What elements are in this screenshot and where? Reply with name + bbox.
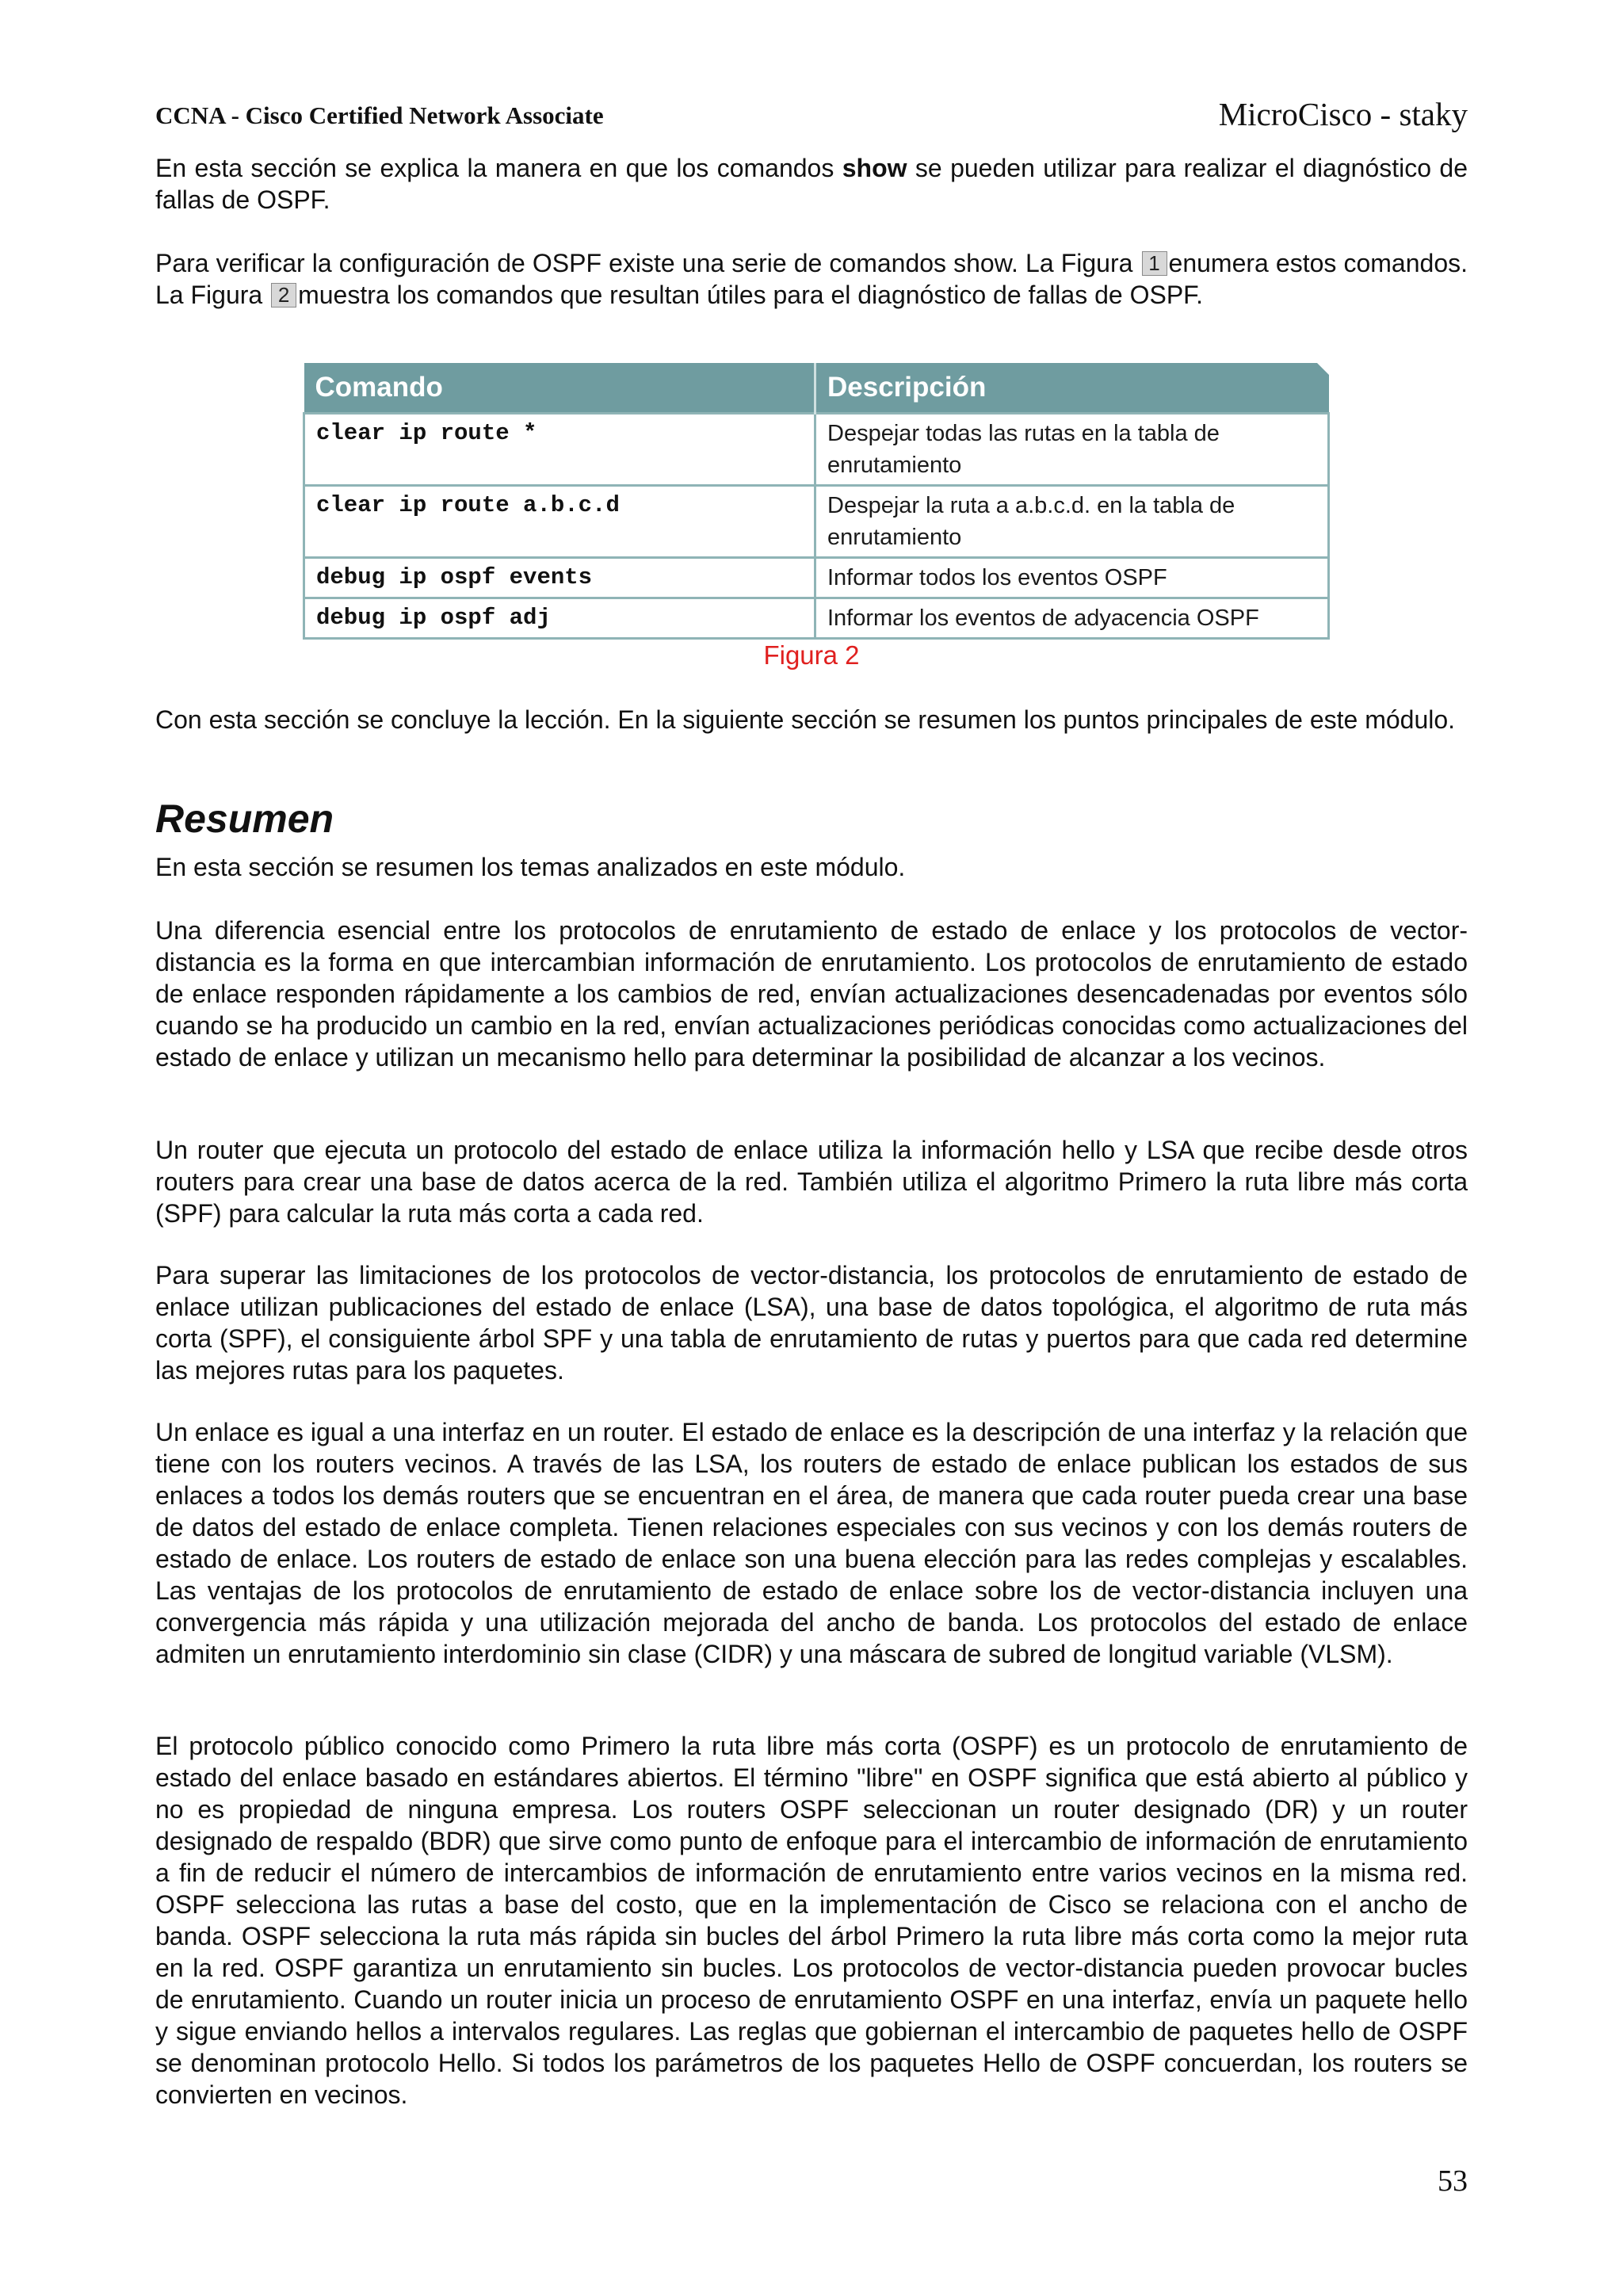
header-course-title: CCNA - Cisco Certified Network Associate [155,101,604,129]
table-header-row [304,363,1329,414]
figure-1-link[interactable]: 1 [1142,251,1167,276]
summary-paragraph: Una diferencia esencial entre los protocolos de enrutamiento de estado de enlace y los protocolos de vector-distancia es la forma en que intercambian información de enrutamiento. Los protocolos de enrutamiento de estado de enlace responden rápidamente a los cambios de red, envían actualizaciones desencadenadas por eventos sólo cuando se ha producido un cambio en la red, envían actualizaciones periódicas conocidas como actualizaciones del estado de enlace y utilizan un mecanismo hello para determinar la posibilidad de alcanzar a los vecinos. [155,916,1468,1072]
table-row [304,598,1329,639]
description-cell: Informar todos los eventos OSPF [815,558,1329,598]
table-row [304,486,1329,558]
figure-caption: Figura 2 [763,640,860,670]
description-cell: Despejar todas las rutas en la tabla de enrutamiento [815,414,1329,486]
command-cell: clear ip route * [304,414,815,486]
table-row [304,558,1329,598]
intro-text: Para verificar la configuración de OSPF existe una serie de comandos show. La Figura [155,249,1140,277]
summary-paragraph: Un enlace es igual a una interfaz en un router. El estado de enlace es la descripción de una interfaz y la relación que tiene con los routers vecinos. A través de las LSA, los routers de estado de enlace publican los estados de sus enlaces a todos los demás routers que se encuentran en el área, de manera que cada router pueda crear una base de datos del estado de enlace completa. Tienen relaciones especiales con sus vecinos y con los demás routers de estado de enlace. Los routers de estado de enlace son una buena elección para las redes complejas y escalables. Las ventajas de los protocolos de enrutamiento de estado de enlace sobre los de vector-distancia incluyen una convergencia más rápida y una utilización mejorada del ancho de banda. Los protocolos del estado de enlace admiten un enrutamiento interdominio sin clase (CIDR) y una máscara de subred de longitud variable (VLSM). [155,1418,1468,1668]
summary-paragraph: Para superar las limitaciones de los protocolos de vector-distancia, los protocolos de enrutamiento de estado de enlace utilizan publicaciones del estado de enlace (LSA), una base de datos topológica, el algoritmo de ruta más corta (SPF), el consiguiente árbol SPF y una tabla de enrutamiento de rutas y puertos para que cada red determine las mejores rutas para los paquetes. [155,1261,1468,1385]
intro-text: En esta sección se explica la manera en que los comandos [155,154,842,182]
commands-table [303,363,1330,640]
command-cell: debug ip ospf events [304,558,815,598]
command-cell: clear ip route a.b.c.d [304,486,815,558]
summary-paragraph: El protocolo público conocido como Primero la ruta libre más corta (OSPF) es un protocolo de enrutamiento de estado del enlace basado en estándares abiertos. El término "libre" en OSPF significa que está abierto al público y no es propiedad de ninguna empresa. Los routers OSPF seleccionan un router designado (DR) y un router designado de respaldo (BDR) que sirve como punto de enfoque para el intercambio de información de enrutamiento a fin de reducir el número de intercambios de información de enrutamiento entre varios vecinos en la misma red. OSPF selecciona las rutas a base del costo, que en la implementación de Cisco se relaciona con el ancho de banda. OSPF selecciona la ruta más rápida sin bucles del árbol Primero la ruta libre más corta como la mejor ruta en la red. OSPF garantiza un enrutamiento sin bucles. Los protocolos de vector-distancia pueden provocar bucles de enrutamiento. Cuando un router inicia un proceso de enrutamiento OSPF en una interfaz, envía un paquete hello y sigue enviando hellos a intervalos regulares. Las reglas que gobiernan el intercambio de paquetes hello de OSPF se denominan protocolo Hello. Si todos los parámetros de los paquetes Hello de OSPF concuerdan, los routers se convierten en vecinos. [155,1732,1468,2109]
description-cell: Despejar la ruta a a.b.c.d. en la tabla de enrutamiento [815,486,1329,558]
description-cell: Informar los eventos de adyacencia OSPF [815,598,1329,639]
page-number: 53 [1438,2164,1468,2198]
table-row [304,414,1329,486]
column-header-description: Descripción [815,363,1329,414]
section-heading-resumen: Resumen [155,797,334,841]
column-header-command: Comando [304,363,815,414]
table-corner-notch [1317,363,1331,377]
intro-text: muestra los comandos que resultan útiles para el diagnóstico de fallas de OSPF. [298,281,1204,309]
summary-paragraph: Un router que ejecuta un protocolo del estado de enlace utiliza la información hello y LSA que recibe desde otros routers para crear una base de datos acerca de la red. También utiliza el algoritmo Primero la ruta libre más corta (SPF) para calcular la ruta más corta a cada red. [155,1136,1468,1228]
intro-paragraph-1 [155,152,1468,216]
header-author: MicroCisco - staky [1218,96,1468,132]
conclusion-paragraph: Con esta sección se concluye la lección. En la siguiente sección se resumen los puntos principales de este módulo. [155,705,1456,734]
command-cell: debug ip ospf adj [304,598,815,639]
summary-intro: En esta sección se resumen los temas analizados en este módulo. [155,853,906,881]
figure-2-link[interactable]: 2 [271,283,296,308]
intro-paragraph-2 [155,247,1468,311]
show-keyword: show [842,154,907,182]
intro-text: se pueden utilizar para realizar el diagnóstico de fallas de OSPF. [155,154,1468,214]
intro-text: enumera estos comandos. La Figura [155,249,1468,309]
